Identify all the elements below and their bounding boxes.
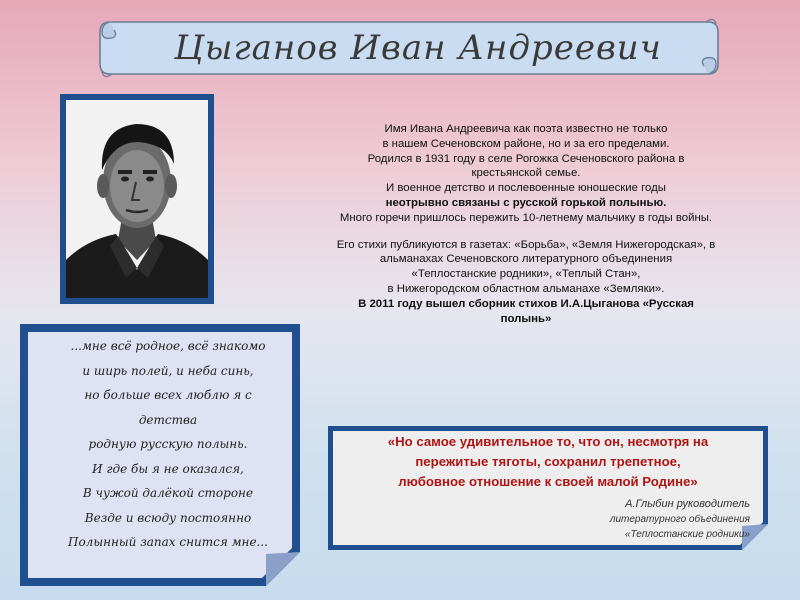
poem-line: и ширь полей, и неба синь, <box>82 363 254 378</box>
quote-line: «Но самое удивительное то, что он, несмотря на <box>387 434 709 449</box>
poem-card <box>18 322 302 588</box>
poem-line: родную русскую полынь. <box>88 437 248 451</box>
bio-line-bold: В 2011 году вышел сборник стихов И.А.Цыганова «Русская <box>358 297 694 310</box>
poem-line: ...мне всё родное, всё знакомо <box>70 339 266 353</box>
page-title: Цыганов Иван Андреевич <box>174 28 662 68</box>
quote-box <box>326 424 770 552</box>
bio-line: альманахах Сеченовского литературного объединения <box>379 253 673 266</box>
portrait-frame <box>60 94 214 304</box>
bio-line: И военное детство и послевоенные юношеские годы <box>386 182 666 195</box>
bio-line-bold: полынь» <box>500 312 552 325</box>
bio-line: Родился в 1931 году в селе Рогожка Сеченовского района в <box>367 152 685 165</box>
portrait-photo <box>66 100 208 298</box>
author-line: «Теплостанские родники» <box>624 529 750 540</box>
bio-line: Имя Ивана Андреевича как поэта известно не только <box>384 123 668 135</box>
poem-line: Полынный запах снится мне... <box>67 535 268 549</box>
biography-text <box>276 122 776 326</box>
bio-line: в нашем Сеченовском районе, но и за его пределами. <box>382 137 670 150</box>
author-line: А.Глыбин руководитель <box>625 498 750 510</box>
quote-line: любовное отношение к своей малой Родине» <box>398 474 698 489</box>
poem-line: но больше всех люблю я с <box>84 388 252 402</box>
bio-line: Много горечи пришлось пережить 10-летнему мальчику в годы войны. <box>339 211 713 224</box>
bio-line: в Нижегородском областном альманахе «Земляки». <box>387 282 665 295</box>
quote-author <box>526 497 750 542</box>
quote-line: пережитые тяготы, сохранил трепетное, <box>415 454 681 469</box>
title-banner <box>98 12 720 84</box>
bio-line: крестьянской семье. <box>471 167 581 180</box>
author-line: литературного объединения <box>609 514 750 525</box>
poem-line: И где бы я не оказался, <box>92 461 244 476</box>
bio-line: Его стихи публикуются в газетах: «Борьба», «Земля Нижегородская», в <box>336 238 716 251</box>
poem-line: Везде и всюду постоянно <box>84 510 252 525</box>
poem-line: детства <box>138 412 198 427</box>
bio-line-bold: неотрывно связаны с русской горькой полынью. <box>385 196 667 209</box>
quote-text <box>342 432 754 492</box>
poem-line: В чужой далёкой стороне <box>82 486 254 500</box>
bio-line: «Теплостанские родники», «Теплый Стан», <box>411 268 641 281</box>
poem-text <box>40 334 296 555</box>
person-silhouette-icon <box>66 100 208 298</box>
